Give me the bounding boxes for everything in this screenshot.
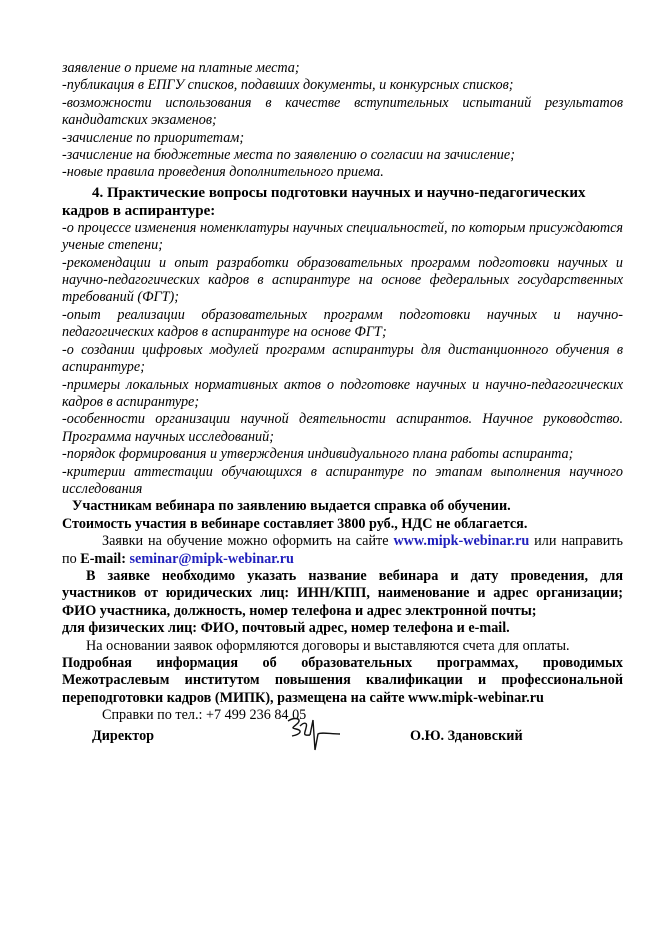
email-link[interactable]: seminar@mipk-webinar.ru bbox=[129, 550, 294, 567]
document-page bbox=[62, 60, 623, 725]
email-label: E-mail: bbox=[80, 550, 130, 567]
more-info: Подробная информация об образовательных программах, проводимых Межотраслевым институтом повышения квалификации и профессиональной переподготовки кадров (МИПК), размещена на сайте www.mipk-webinar.ru bbox=[62, 655, 623, 706]
list-item: -зачисление на бюджетные места по заявлению о согласии на зачисление; bbox=[62, 147, 515, 164]
list-item: -опыт реализации образовательных программ подготовки научных и научно-педагогических кадров в аспирантуре на основе ФГТ; bbox=[62, 306, 623, 341]
list-item: -критерии аттестации обучающихся в аспирантуре по этапам выполнения научного исследования bbox=[62, 463, 623, 497]
list-item: -о процессе изменения номенклатуры научных специальностей, по которым присуждаются ученые степени; bbox=[62, 219, 623, 254]
list-item: -о создании цифровых модулей программ аспирантуры для дистанционного обучения в аспирантуре; bbox=[62, 341, 623, 376]
signature-row bbox=[92, 726, 532, 756]
phone-label: Справки по тел.: bbox=[102, 707, 207, 724]
signatory-name: О.Ю. Здановский bbox=[410, 728, 523, 744]
section-heading-line-2: кадров в аспирантуре: bbox=[62, 202, 216, 219]
list-item: -примеры локальных нормативных актов о подготовке научных и научно-педагогических кадров в аспирантуре; bbox=[62, 376, 623, 410]
requirements-legal: В заявке необходимо указать название вебинара и дату проведения, для участников от юридических лиц: ИНН/КПП, наименование и адрес организации; ФИО участника, должность, номер телефона и адрес электронной почты; bbox=[62, 567, 623, 619]
section-heading bbox=[62, 184, 623, 220]
list-item: -зачисление по приоритетам; bbox=[62, 129, 245, 146]
section-heading-line-1: 4. Практические вопросы подготовки научных и научно-педагогических bbox=[92, 184, 586, 201]
phone-number: +7 499 236 84 05 bbox=[206, 707, 307, 724]
list-item: -публикация в ЕПГУ списков, подавших документы, и конкурсных списков; bbox=[62, 77, 514, 94]
apply-text-2: или направить по bbox=[62, 533, 623, 567]
cost-note: Стоимость участия в вебинаре составляет 3800 руб., НДС не облагается. bbox=[62, 515, 528, 532]
list-item: заявление о приеме на платные места; bbox=[62, 60, 300, 76]
list-item: -особенности организации научной деятельности аспирантов. Научное руководство. Программа научных исследований; bbox=[62, 411, 623, 445]
list-item: -порядок формирования и утверждения индивидуального плана работы аспиранта; bbox=[62, 446, 574, 463]
handwritten-signature bbox=[280, 712, 350, 752]
apply-paragraph bbox=[62, 533, 623, 568]
apply-text: Заявки на обучение можно оформить на сайте bbox=[102, 533, 394, 550]
certificate-note: Участникам вебинара по заявлению выдается справка об обучении. bbox=[72, 498, 511, 515]
list-item: -новые правила проведения дополнительного приема. bbox=[62, 164, 384, 181]
requirements-individual: для физических лиц: ФИО, почтовый адрес, номер телефона и e-mail. bbox=[62, 620, 510, 637]
list-item: -возможности использования в качестве вступительных испытаний результатов кандидатских экзаменов; bbox=[62, 94, 623, 129]
contracts-note: На основании заявок оформляются договоры и выставляются счета для оплаты. bbox=[86, 637, 570, 654]
apply-site-link[interactable]: www.mipk-webinar.ru bbox=[393, 533, 530, 550]
signatory-title: Директор bbox=[92, 728, 155, 744]
list-item: -рекомендации и опыт разработки образовательных программ подготовки научных и научно-педагогических кадров в аспирантуре на основе федеральных государственных требований (ФГТ); bbox=[62, 254, 623, 306]
